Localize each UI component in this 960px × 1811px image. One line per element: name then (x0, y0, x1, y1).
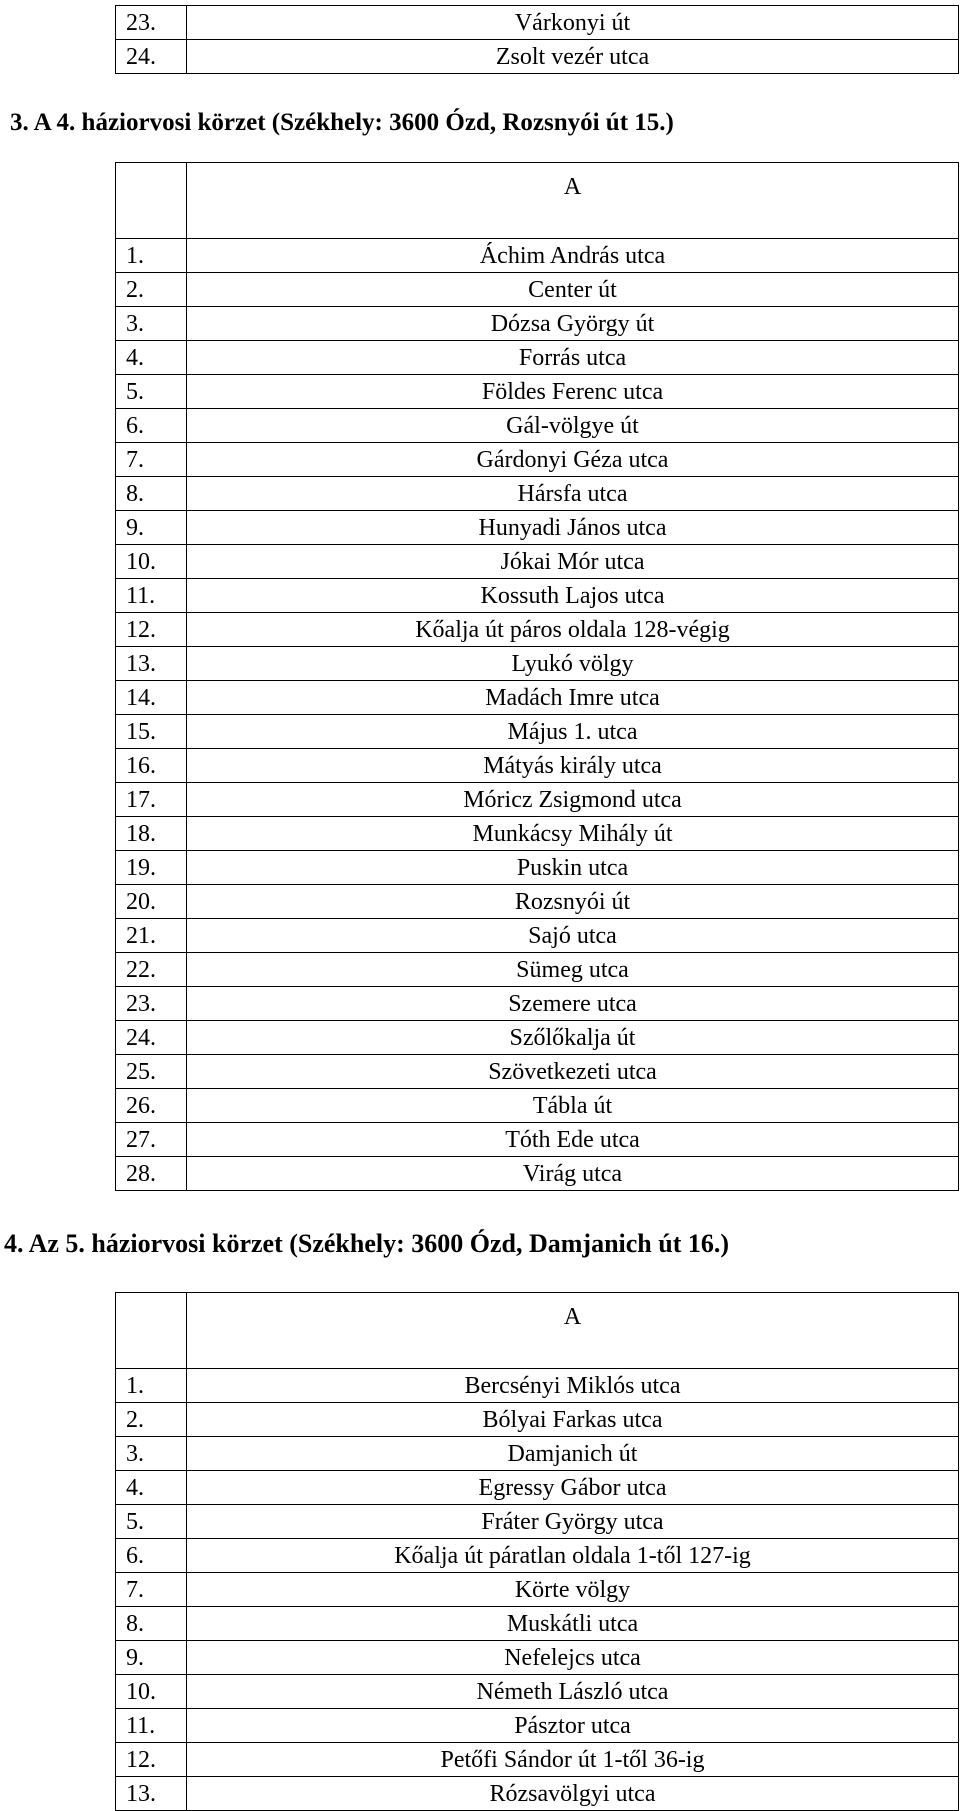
street-name: Szövetkezeti utca (187, 1055, 959, 1089)
street-name: Kőalja út páratlan oldala 1-től 127-ig (187, 1539, 959, 1573)
table-row (116, 681, 959, 715)
table-row (116, 239, 959, 273)
row-number: 5. (116, 375, 187, 409)
street-name: Petőfi Sándor út 1-től 36-ig (187, 1743, 959, 1777)
table-row (116, 1123, 959, 1157)
table-row (116, 1369, 959, 1403)
table-row (116, 579, 959, 613)
table-row (116, 749, 959, 783)
row-number: 7. (116, 1573, 187, 1607)
table-row (116, 341, 959, 375)
column-header-cell: A (187, 163, 959, 239)
row-number: 20. (116, 885, 187, 919)
table-body (116, 1293, 959, 1811)
row-number: 4. (116, 1471, 187, 1505)
row-number: 3. (116, 1437, 187, 1471)
street-name: Hunyadi János utca (187, 511, 959, 545)
street-table-district-5 (115, 1292, 959, 1811)
row-number: 11. (116, 579, 187, 613)
row-number: 5. (116, 1505, 187, 1539)
row-number: 1. (116, 1369, 187, 1403)
street-name: Szemere utca (187, 987, 959, 1021)
row-number: 23. (116, 987, 187, 1021)
street-name: Madách Imre utca (187, 681, 959, 715)
table-row (116, 919, 959, 953)
table-row (116, 1505, 959, 1539)
row-number: 1. (116, 239, 187, 273)
row-number: 21. (116, 919, 187, 953)
street-name: Bercsényi Miklós utca (187, 1369, 959, 1403)
table-row (116, 783, 959, 817)
street-name: Bólyai Farkas utca (187, 1403, 959, 1437)
table-row (116, 715, 959, 749)
street-name: Szőlőkalja út (187, 1021, 959, 1055)
table-row (116, 545, 959, 579)
row-number: 25. (116, 1055, 187, 1089)
table-row (116, 375, 959, 409)
row-number: 10. (116, 1675, 187, 1709)
row-number: 17. (116, 783, 187, 817)
table-row (116, 307, 959, 341)
table-row (116, 851, 959, 885)
table-row (116, 1055, 959, 1089)
row-number: 16. (116, 749, 187, 783)
table-row (116, 1641, 959, 1675)
row-number: 6. (116, 409, 187, 443)
row-number: 14. (116, 681, 187, 715)
table-row (116, 1607, 959, 1641)
street-table-continued (115, 5, 959, 74)
street-name: Lyukó völgy (187, 647, 959, 681)
table-row (116, 1471, 959, 1505)
district-heading: 3. A 4. háziorvosi körzet (Székhely: 3600 Ózd, Rozsnyói út 15.) (10, 109, 674, 136)
table-body (116, 163, 959, 1191)
street-name: Rozsnyói út (187, 885, 959, 919)
table-row (116, 1403, 959, 1437)
street-name: Muskátli utca (187, 1607, 959, 1641)
table-row (116, 6, 959, 40)
street-name: Németh László utca (187, 1675, 959, 1709)
table-row (116, 409, 959, 443)
row-number: 28. (116, 1157, 187, 1191)
street-name: Tóth Ede utca (187, 1123, 959, 1157)
street-name: Pásztor utca (187, 1709, 959, 1743)
table-row (116, 953, 959, 987)
row-number: 2. (116, 273, 187, 307)
row-number: 2. (116, 1403, 187, 1437)
row-number: 22. (116, 953, 187, 987)
street-name: Sajó utca (187, 919, 959, 953)
table-row (116, 1539, 959, 1573)
table-row (116, 1573, 959, 1607)
row-number: 12. (116, 613, 187, 647)
table-row (116, 1437, 959, 1471)
row-number: 24. (116, 1021, 187, 1055)
row-number: 8. (116, 477, 187, 511)
table-header-row (116, 163, 959, 239)
street-name: Sümeg utca (187, 953, 959, 987)
street-name: Virág utca (187, 1157, 959, 1191)
row-number: 10. (116, 545, 187, 579)
row-number: 13. (116, 647, 187, 681)
row-number: 13. (116, 1777, 187, 1811)
street-name: Mátyás király utca (187, 749, 959, 783)
street-name: Tábla út (187, 1089, 959, 1123)
district-heading: 4. Az 5. háziorvosi körzet (Székhely: 3600 Ózd, Damjanich út 16.) (4, 1229, 730, 1258)
street-name: Nefelejcs utca (187, 1641, 959, 1675)
table-row (116, 1089, 959, 1123)
street-name: Center út (187, 273, 959, 307)
table-row (116, 1021, 959, 1055)
table-row (116, 273, 959, 307)
row-number: 11. (116, 1709, 187, 1743)
table-row (116, 987, 959, 1021)
street-name: Kőalja út páros oldala 128-végig (187, 613, 959, 647)
street-name: Forrás utca (187, 341, 959, 375)
row-number: 9. (116, 511, 187, 545)
column-header-cell: A (187, 1293, 959, 1369)
street-name: Kossuth Lajos utca (187, 579, 959, 613)
row-number: 15. (116, 715, 187, 749)
table-header-row (116, 1293, 959, 1369)
row-number: 23. (116, 6, 187, 40)
table-row (116, 647, 959, 681)
header-number-cell (116, 163, 187, 239)
street-name: Egressy Gábor utca (187, 1471, 959, 1505)
street-table-district-4 (115, 162, 959, 1191)
row-number: 6. (116, 1539, 187, 1573)
street-name: Puskin utca (187, 851, 959, 885)
table-row (116, 477, 959, 511)
street-name: Hársfa utca (187, 477, 959, 511)
street-name: Földes Ferenc utca (187, 375, 959, 409)
row-number: 19. (116, 851, 187, 885)
row-number: 3. (116, 307, 187, 341)
street-name: Május 1. utca (187, 715, 959, 749)
street-name: Munkácsy Mihály út (187, 817, 959, 851)
table-row (116, 613, 959, 647)
row-number: 27. (116, 1123, 187, 1157)
street-name: Damjanich út (187, 1437, 959, 1471)
street-name: Gál-völgye út (187, 409, 959, 443)
table-row (116, 1675, 959, 1709)
street-name: Rózsavölgyi utca (187, 1777, 959, 1811)
table-row (116, 1157, 959, 1191)
street-name: Dózsa György út (187, 307, 959, 341)
table-row (116, 1777, 959, 1811)
table-row (116, 885, 959, 919)
street-name: Fráter György utca (187, 1505, 959, 1539)
street-name: Jókai Mór utca (187, 545, 959, 579)
street-name: Körte völgy (187, 1573, 959, 1607)
table-row (116, 1743, 959, 1777)
row-number: 7. (116, 443, 187, 477)
street-name: Várkonyi út (187, 6, 959, 40)
table-row (116, 1709, 959, 1743)
table-row (116, 511, 959, 545)
table-row (116, 817, 959, 851)
table-body (116, 6, 959, 74)
row-number: 8. (116, 1607, 187, 1641)
row-number: 4. (116, 341, 187, 375)
street-name: Áchim András utca (187, 239, 959, 273)
street-name: Zsolt vezér utca (187, 40, 959, 74)
street-name: Móricz Zsigmond utca (187, 783, 959, 817)
table-row (116, 40, 959, 74)
row-number: 9. (116, 1641, 187, 1675)
row-number: 18. (116, 817, 187, 851)
row-number: 12. (116, 1743, 187, 1777)
header-number-cell (116, 1293, 187, 1369)
street-name: Gárdonyi Géza utca (187, 443, 959, 477)
row-number: 26. (116, 1089, 187, 1123)
row-number: 24. (116, 40, 187, 74)
table-row (116, 443, 959, 477)
